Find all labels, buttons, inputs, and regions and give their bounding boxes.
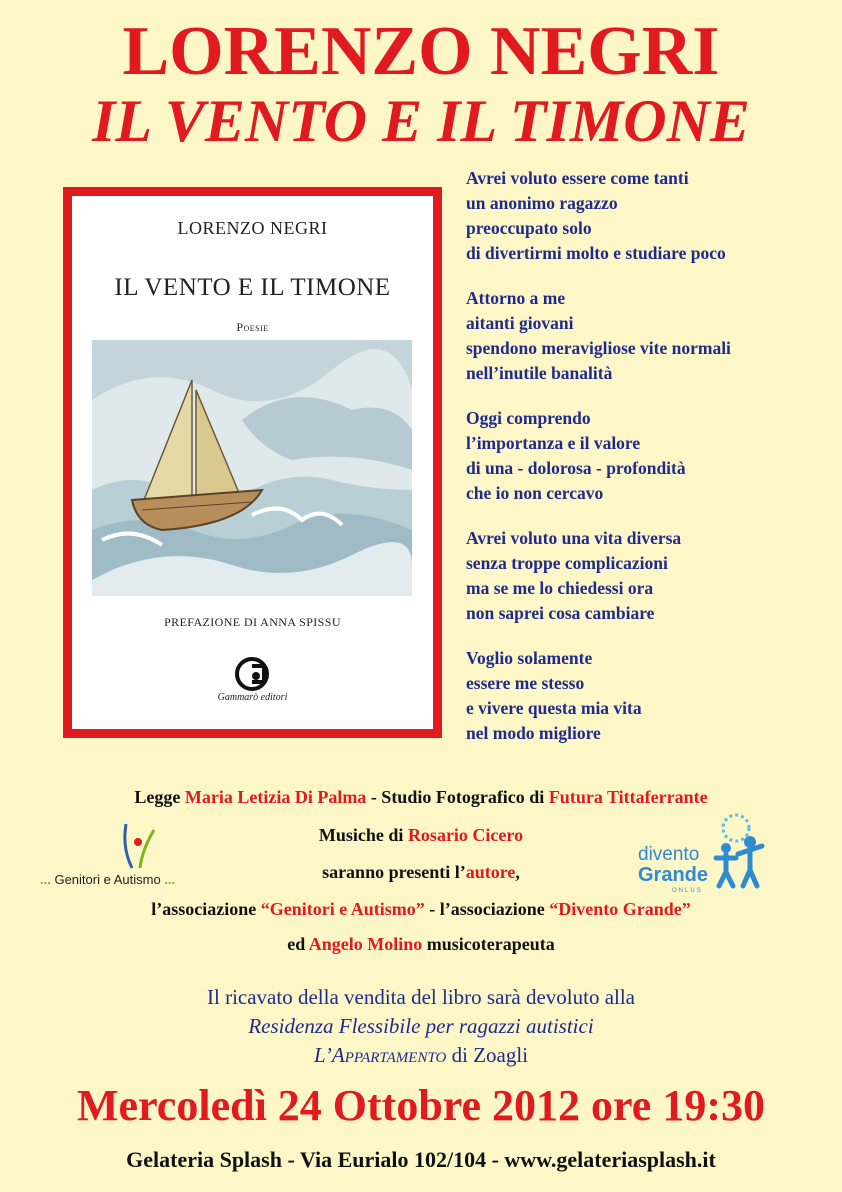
divento-grande-icon bbox=[706, 810, 776, 890]
poem-line: senza troppe complicazioni bbox=[466, 553, 668, 573]
poem bbox=[466, 166, 826, 766]
poem-line: ma se me lo chiedessi ora bbox=[466, 578, 654, 598]
author-mention: autore bbox=[465, 862, 516, 882]
credits-text: musicoterapeuta bbox=[422, 934, 555, 954]
publisher-logo-icon bbox=[234, 656, 270, 692]
cover-genre: Poesie bbox=[236, 320, 269, 334]
poem-line: Oggi comprendo bbox=[466, 408, 591, 428]
credits-therapist bbox=[0, 934, 842, 955]
credits-text: Musiche di bbox=[318, 825, 408, 845]
credits-text: ed bbox=[287, 934, 309, 954]
poem-line: l’importanza e il valore bbox=[466, 433, 641, 453]
poem-line: non saprei cosa cambiare bbox=[466, 603, 655, 623]
genitori-autismo-text: Genitori e Autismo bbox=[50, 872, 165, 887]
event-venue: Gelateria Splash - Via Eurialo 102/104 - www.gelateriasplash.it bbox=[126, 1147, 716, 1172]
divento-word: divento bbox=[638, 844, 700, 865]
poem-line: di una - dolorosa - profondità bbox=[466, 458, 686, 478]
credits-associations bbox=[0, 899, 842, 920]
residence-title: L’Appartamento bbox=[313, 1043, 447, 1067]
event-date: Mercoledì 24 Ottobre 2012 ore 19:30 bbox=[77, 1081, 765, 1130]
photographer-name: Futura Tittaferrante bbox=[548, 787, 708, 807]
onlus-word: ONLUS bbox=[672, 888, 703, 894]
poem-stanza bbox=[466, 646, 826, 746]
book-cover-page bbox=[72, 196, 433, 729]
cover-author: LORENZO NEGRI bbox=[177, 218, 328, 238]
credits-reader-photo bbox=[0, 787, 842, 808]
poem-line: un anonimo ragazzo bbox=[466, 193, 618, 213]
association-name: “Genitori e Autismo” bbox=[260, 899, 425, 919]
reader-name: Maria Letizia Di Palma bbox=[184, 787, 367, 807]
credits-text: - l’associazione bbox=[424, 899, 550, 919]
therapist-name: Angelo Molino bbox=[308, 934, 423, 954]
cover-publisher: Gammarò editori bbox=[217, 692, 288, 703]
poem-line: Voglio solamente bbox=[466, 648, 593, 668]
association-name: “Divento Grande” bbox=[549, 899, 691, 919]
logo-dots: ... bbox=[164, 872, 176, 887]
poem-line: che io non cercavo bbox=[466, 483, 604, 503]
poem-line: nel modo migliore bbox=[466, 723, 601, 743]
cover-preface: PREFAZIONE DI ANNA SPISSU bbox=[164, 615, 341, 629]
musician-name: Rosario Cicero bbox=[407, 825, 524, 845]
poem-line: essere me stesso bbox=[466, 673, 585, 693]
poem-line: spendono meravigliose vite normali bbox=[466, 338, 731, 358]
sailboat-illustration bbox=[92, 340, 412, 596]
logo-dots: ... bbox=[40, 872, 51, 887]
poem-line: Avrei voluto una vita diversa bbox=[466, 528, 682, 548]
cover-title: IL VENTO E IL TIMONE bbox=[114, 274, 391, 301]
poem-line: preoccupato solo bbox=[466, 218, 592, 238]
poem-stanza bbox=[466, 166, 826, 266]
book-cover bbox=[63, 187, 442, 738]
credits-text: , bbox=[515, 862, 520, 882]
credits-text: saranno presenti l’ bbox=[322, 862, 466, 882]
residence-town: di Zoagli bbox=[446, 1043, 529, 1067]
poem-line: di divertirmi molto e studiare poco bbox=[466, 243, 726, 263]
credits-text: Legge bbox=[134, 787, 185, 807]
poem-line: e vivere questa mia vita bbox=[466, 698, 642, 718]
poem-line: Avrei voluto essere come tanti bbox=[466, 168, 689, 188]
poem-line: nell’inutile banalità bbox=[466, 363, 613, 383]
book-title-heading: IL VENTO E IL TIMONE bbox=[92, 88, 750, 154]
grande-word: Grande bbox=[638, 864, 709, 886]
credits-text: l’associazione bbox=[151, 899, 261, 919]
residence-location bbox=[0, 1041, 842, 1070]
poem-stanza bbox=[466, 526, 826, 626]
poem-line: aitanti giovani bbox=[466, 313, 574, 333]
residence-name: Residenza Flessibile per ragazzi autistici bbox=[248, 1014, 594, 1038]
poem-stanza bbox=[466, 406, 826, 506]
author-heading: LORENZO NEGRI bbox=[122, 13, 720, 90]
proceeds-note: Il ricavato della vendita del libro sarà devoluto alla bbox=[207, 985, 635, 1009]
divento-grande-logo bbox=[632, 810, 792, 895]
credits-text: - Studio Fotografico di bbox=[366, 787, 549, 807]
poem-line: Attorno a me bbox=[466, 288, 566, 308]
poem-stanza bbox=[466, 286, 826, 386]
